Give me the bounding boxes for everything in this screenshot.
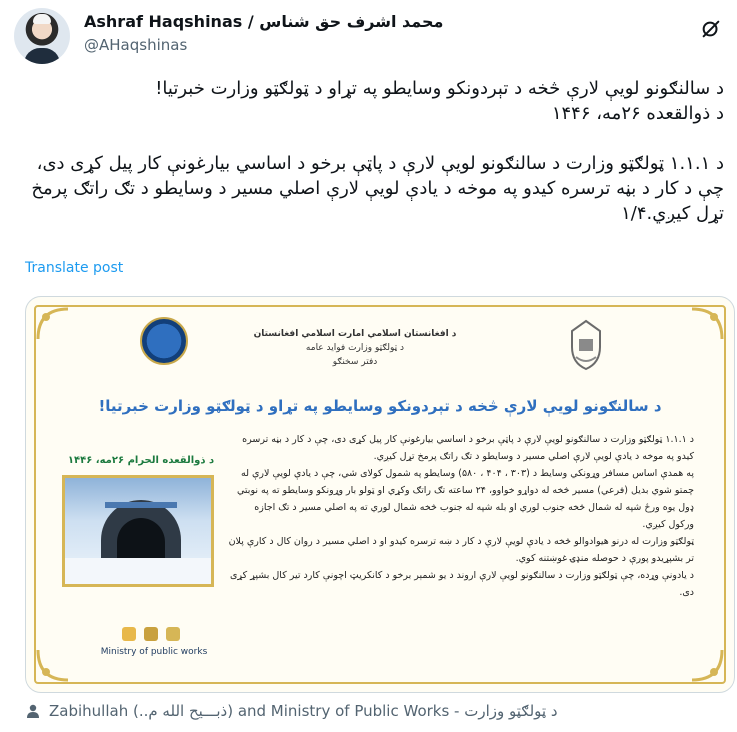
poster-content xyxy=(48,317,712,672)
post-headline: د سالنګونو لویې لارې څخه د تېردونکو وسایطو په تړاو د ټولګټو وزارت خبرتیا! xyxy=(155,78,724,99)
avatar-cap xyxy=(33,14,51,24)
post-header xyxy=(14,8,724,64)
poster-paragraph: د یادونې وړده، چې ټولګټو وزارت د سالنګونو لویې لارې اروند د یو شمېر برخو د کانکریټ اچونې کارد تیر کال بشپړ کړی دی. xyxy=(229,570,694,598)
snow-ground xyxy=(65,558,211,584)
poster-paragraph: د ۱.۱.۱ ټولګټو وزارت د سالنګونو لویې لارې د پاټې برخو د اساسي بیارغونې کار پیل کړی دی، چې د کار د بڼه ترسره کیدو په موخه د یادې لویې لارې اصلي مسیر د وسایطو د تګ راتګ پرمخ تړل کیږي. xyxy=(242,434,694,462)
tunnel-photo xyxy=(62,475,214,587)
author-display-name[interactable]: Ashraf Haqshinas / محمد اشرف حق شناس xyxy=(84,12,444,31)
youtube-icon xyxy=(122,627,136,641)
x-icon xyxy=(144,627,158,641)
poster-paragraph: په همدې اساس مسافر وړونکي وسایط د (۳۰۳ ، ۴۰۴ ، ۵۸۰) وسایطو په شمول کولای شي، چې د یادې لویې لارې له چمتو شوي بدیل (فرعي) مسیر څخه له دواړو خواوو، ۲۴ ساعته تګ راتګ وکړي او ټولو بار وړونکو وسایطو ته په نوبتي ډول یوه ورځ شپه له شمال څخه جنوب لوري او بله شپه له جنوب څخه شمال لوري ته په اصلي مسیر د تګ اجازه ورکول کیږي. xyxy=(237,468,694,530)
grok-glyph xyxy=(700,18,722,40)
poster-date: د ذوالقعده الحرام ۲۶مه، ۱۴۴۶ xyxy=(67,455,215,466)
post-text xyxy=(14,76,724,226)
avatar[interactable] xyxy=(14,8,70,64)
tunnel-sign-band xyxy=(105,502,177,508)
org-line: دفتر سخنګو xyxy=(332,357,378,367)
translate-post-link[interactable]: Translate post xyxy=(25,260,124,276)
avatar-shirt xyxy=(24,48,60,64)
org-line: د ټولګټو وزارت فواید عامه xyxy=(305,343,405,353)
post-media-image[interactable] xyxy=(25,296,735,693)
post-body: د ۱.۱.۱ ټولګټو وزارت د سالنګونو لویې لارې د پاټې برخو د اساسي بیارغونې کار پیل کړی دی، چې د کار د بڼه ترسره کیدو په موخه د یادې لویې لارې اصلي مسیر د وسایطو د تګ راتګ پرمخ تړل کیږي.۱/۴ xyxy=(31,153,724,224)
facebook-icon xyxy=(166,627,180,641)
org-line: د افغانستان اسلامي امارت اسلامي افغانستان xyxy=(253,329,457,339)
ministry-logo xyxy=(140,317,188,365)
author-handle[interactable]: @AHaqshinas xyxy=(84,36,188,54)
poster-body xyxy=(228,431,694,601)
person-icon xyxy=(25,703,41,719)
post-date: د ذوالقعده ۲۶مه، ۱۴۴۶ xyxy=(551,103,724,124)
ministry-label: Ministry of public works xyxy=(100,647,208,657)
attribution-text: Zabihullah (..ذبـــیح الله م) and Ministry of Public Works - د ټولګټو وزارت xyxy=(49,702,558,720)
grok-icon[interactable] xyxy=(698,16,724,42)
social-icons xyxy=(122,627,180,641)
poster-paragraph: ټولګټو وزارت له درنو هیوادوالو څخه د یادې لویې لارې د کار د ښه ترسره کیدو او د اصلي مسیر د روان کال د کارې پلان تر بشپړیدو پورې د حوصله منډۍ غوښتنه کوي. xyxy=(228,536,694,564)
emirate-emblem-icon xyxy=(560,317,612,373)
organization-header xyxy=(198,327,512,369)
media-attribution[interactable] xyxy=(25,702,558,720)
poster-title: د سالنګونو لویې لارې څخه د تېردونکو وسایطو په تړاو د ټولګټو وزارت خبرتیا! xyxy=(98,397,662,415)
